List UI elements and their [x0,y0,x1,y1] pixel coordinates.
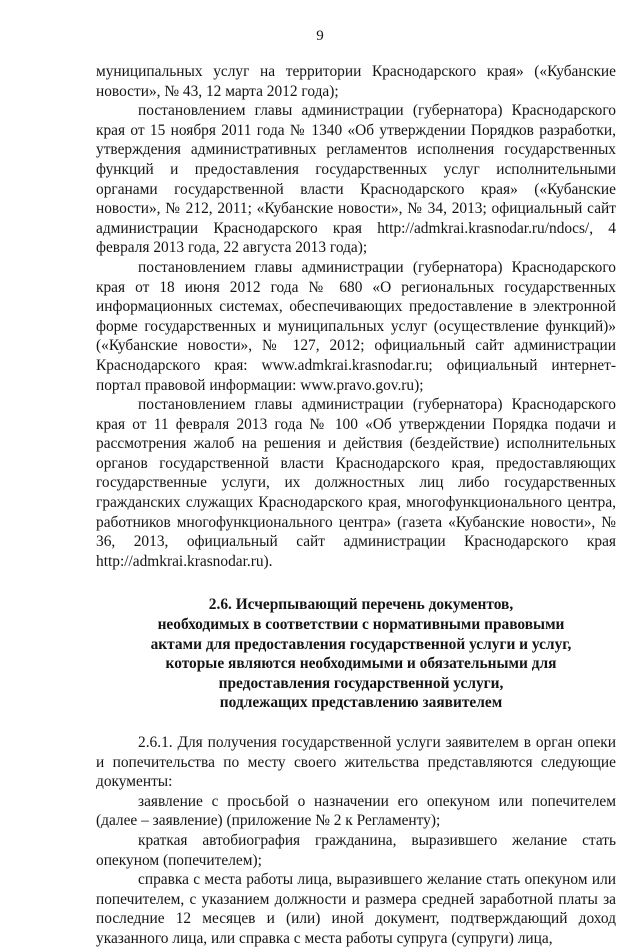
list-item-autobiography: краткая автобиография гражданина, выразившего желание стать опекуном (попечителем); [96,831,616,869]
heading-line: актами для предоставления государственной услуги и услуг, [150,635,572,653]
document-body [96,62,616,949]
paragraph-decree-680: постановлением главы администрации (губернатора) Краснодарского края от 18 июня 2012 года № 680 «О региональных государственных информационных системах, обеспечивающих предоставление в электронной форме государственных и муниципальных услуг (осуществление функций)» («Кубанские новости», № 127, 2012; официальный сайт администрации Краснодарского края: www.admkrai.krasnodar.ru; официальный интернет-портал правовой информации: www.pravo.gov.ru); [96,258,616,394]
heading-line: необходимых в соответствии с нормативными правовыми [157,616,565,634]
list-item-application: заявление с просьбой о назначении его опекуном или попечителем (далее – заявление) (приложение № 2 к Регламенту); [96,792,616,830]
page-number: 9 [316,28,324,44]
section-heading-2-6 [96,595,616,713]
heading-line: предоставления государственной услуги, [218,674,504,692]
paragraph-continuation: муниципальных услуг на территории Краснодарского края» («Кубанские новости», № 43, 12 марта 2012 года); [96,63,616,100]
paragraph-decree-1340: постановлением главы администрации (губернатора) Краснодарского края от 15 ноября 2011 года № 1340 «Об утверждении Порядков разработки, утверждения административных регламентов исполнения государственных функций и предоставления государственных услуг исполнительными органами государственной власти Краснодарского края» («Кубанские новости», № 212, 2011; «Кубанские новости», № 34, 2013; официальный сайт администрации Краснодарского края http://admkrai.krasnodar.ru/ndocs/, 4 февраля 2013 года, 22 августа 2013 года); [96,102,616,257]
paragraph-decree-100: постановлением главы администрации (губернатора) Краснодарского края от 11 февраля 2013 года № 100 «Об утверждении Порядка подачи и рассмотрения жалоб на решения и действия (бездействие) исполнительных органов государственной власти Краснодарского края, предоставляющих государственные услуги, их должностных лиц либо государственных гражданских служащих Краснодарского края, многофункционального центра, работников многофункционального центра» (газета «Кубанские новости», № 36, 2013, официальный сайт администрации Краснодарского края http://admkrai.krasnodar.ru). [96,396,616,570]
heading-line: которые являются необходимыми и обязательными для [165,655,557,673]
heading-line: 2.6. Исчерпывающий перечень документов, [208,596,514,614]
heading-line: подлежащих представлению заявителем [219,694,503,712]
paragraph-2-6-1: 2.6.1. Для получения государственной услуги заявителем в орган опеки и попечительства по месту своего жительства представляются следующие документы: [96,734,616,791]
list-item-work-certificate: справка с места работы лица, выразившего желание стать опекуном или попечителем, с указанием должности и размера средней заработной платы за последние 12 месяцев и (или) иной документ, подтверждающий доход указанного лица, или справка с места работы супруга (супруги) лица, [96,871,616,947]
